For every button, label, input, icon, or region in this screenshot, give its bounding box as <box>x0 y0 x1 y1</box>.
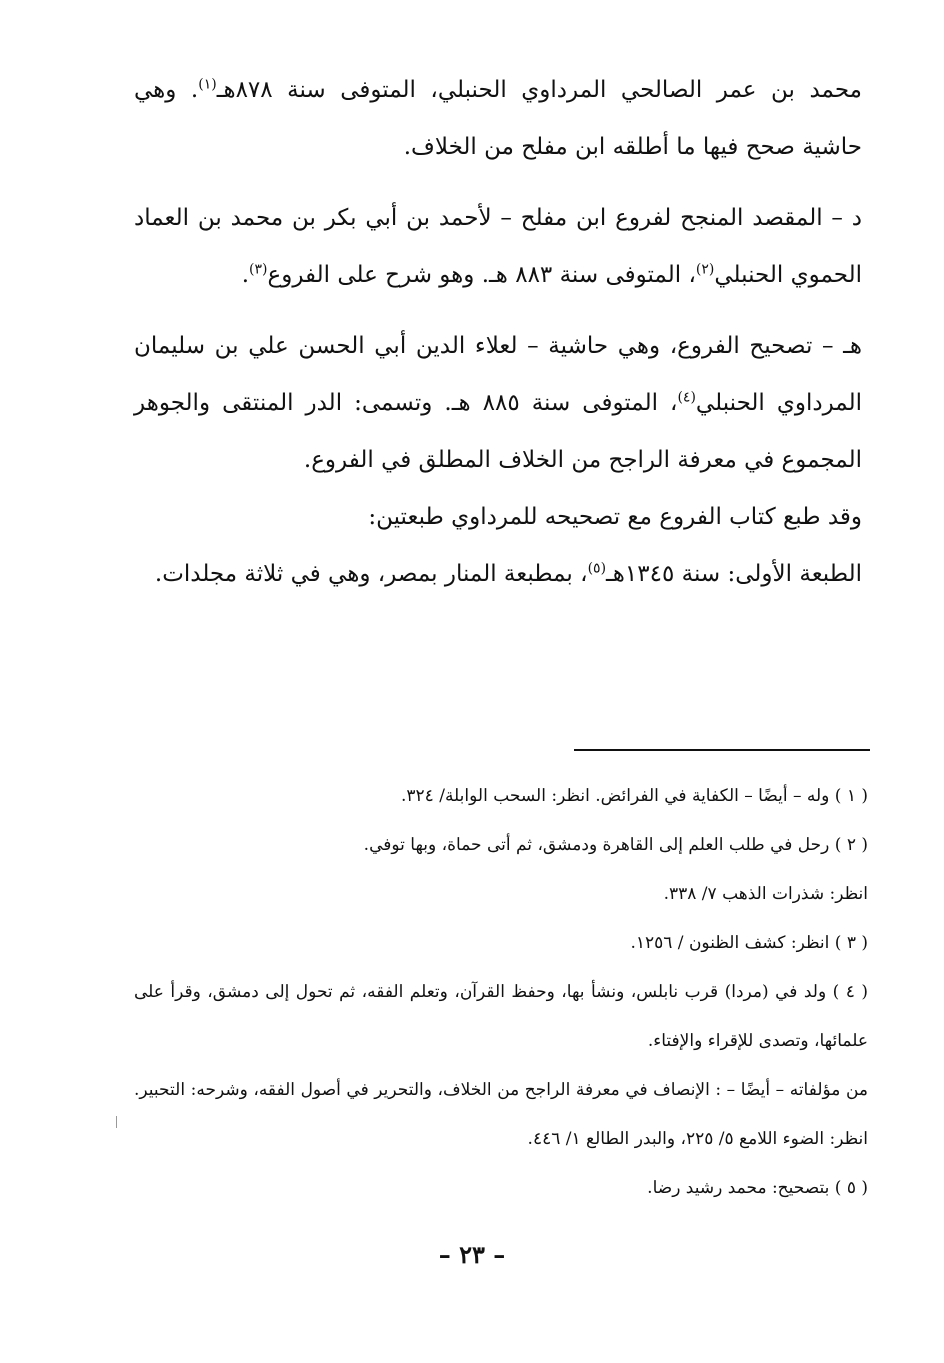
paragraph-first-edition <box>134 546 862 603</box>
scan-mark <box>116 1116 117 1128</box>
footnote-ref: (٣) <box>249 261 268 278</box>
paragraph-text: حاشية صحح فيها ما أطلقه ابن مفلح من الخلاف. <box>403 134 862 160</box>
footnote-ref: (٤) <box>677 389 696 406</box>
paragraph-item-d <box>134 190 862 304</box>
paragraph-text: . <box>241 262 250 288</box>
footnote-ref: (٥) <box>587 560 607 577</box>
footnote-3: ( ٣ ) انظر: كشف الظنون / ١٢٥٦. <box>630 933 868 953</box>
paragraph-text: . وهي <box>134 77 199 103</box>
paragraph-text: ، بمطبعة المنار بمصر، وهي في ثلاثة مجلدات. <box>154 561 588 587</box>
paragraph-item-h <box>134 318 862 489</box>
footnote-2: ( ٢ ) رحل في طلب العلم إلى القاهرة ودمشق، ثم أتى حماة، وبها توفي. <box>363 835 868 855</box>
footnote-ref: (٢) <box>695 261 715 278</box>
paragraph-text: هـ – تصحيح الفروع، وهي حاشية – لعلاء الدين أبي الحسن علي بن سليمان المرداوي الحنبلي <box>134 333 862 416</box>
main-text <box>134 62 862 603</box>
footnote-divider <box>574 749 870 751</box>
footnote-2-continuation: انظر: شذرات الذهب ٧/ ٣٣٨. <box>663 884 868 904</box>
footnote-ref: (١) <box>198 76 217 93</box>
page-number: – ٢٣ – <box>438 1240 506 1269</box>
paragraph-continuation <box>134 62 862 176</box>
footnote-5: ( ٥ ) بتصحيح: محمد رشيد رضا. <box>647 1178 868 1198</box>
paragraph-text: وقد طبع كتاب الفروع مع تصحيحه للمرداوي طبعتين: <box>368 504 862 530</box>
paragraph-text: ، المتوفى سنة ٨٨٣ هـ. وهو شرح على الفروع <box>267 262 696 288</box>
paragraph-text: د – المقصد المنجح لفروع ابن مفلح – لأحمد بن أبي بكر بن محمد بن العماد الحموي الحنبلي <box>134 205 862 288</box>
paragraph-text: الطبعة الأولى: سنة ١٣٤٥هـ <box>606 561 862 587</box>
footnote-4: ( ٤ ) ولد في (مردا) قرب نابلس، ونشأ بها، وحفظ القرآن، وتعلم الفقه، ثم تحول إلى دمشق، وقرأ على علمائها، وتصدى للإقراء والإفتاء. <box>134 982 868 1051</box>
footnote-1: ( ١ ) وله – أيضًا – الكفاية في الفرائض. انظر: السحب الوابلة/ ٣٢٤. <box>401 786 868 806</box>
footnote-4-continuation: من مؤلفاته – أيضًا – : الإنصاف في معرفة الراجح من الخلاف، والتحرير في أصول الفقه، وشرحه: التحبير. انظر: الضوء اللامع ٥/ ٢٢٥، والبدر الطالع ١/ ٤٤٦. <box>134 1080 868 1149</box>
paragraph-text: محمد بن عمر الصالحي المرداوي الحنبلي، المتوفى سنة ٨٧٨هـ <box>216 77 862 103</box>
paragraph-editions <box>134 489 862 546</box>
footnotes <box>134 772 868 1213</box>
paragraph-text: ، المتوفى سنة ٨٨٥ هـ. وتسمى: الدر المنتقى والجوهر المجموع في معرفة الراجح من الخلاف المطلق في الفروع. <box>134 390 862 473</box>
